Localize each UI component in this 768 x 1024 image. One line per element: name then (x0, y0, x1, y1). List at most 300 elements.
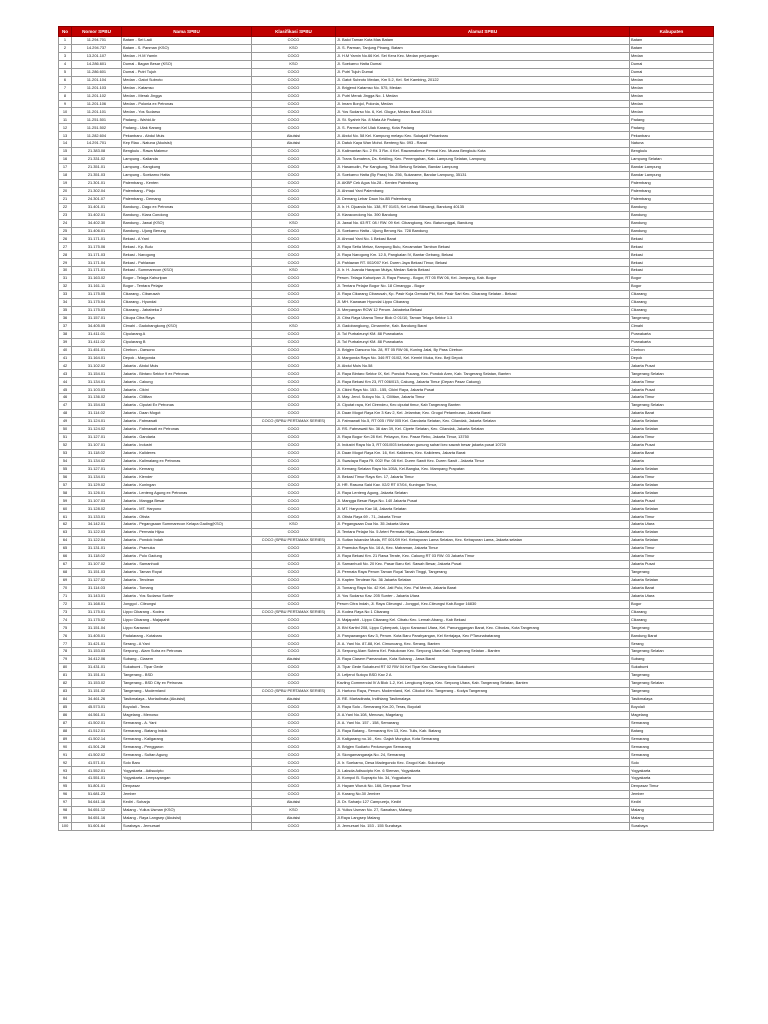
cell-nama-spbu: Palembang - Demang (122, 195, 252, 203)
cell-nama-spbu: Jakarta - Kalimalang ex Petronas (122, 457, 252, 465)
cell-kabupaten: Magelang (630, 711, 714, 719)
cell-nama-spbu: Jakarta - Industri (122, 441, 252, 449)
cell-kabupaten: Tangerang (630, 687, 714, 695)
cell-kabupaten: Cikarang (630, 298, 714, 306)
table-row (59, 68, 714, 76)
cell-alamat: Jl. A. Yani No. 157 - 158, Semarang (336, 719, 630, 727)
cell-klasifikasi: Akuisisi (252, 140, 336, 148)
cell-kabupaten: Kediri (630, 799, 714, 807)
cell-alamat: Jl. Dr. Saharjo 127 Campurejo, Kediri (336, 799, 630, 807)
cell-klasifikasi: COCO (SPBU PERTAMAX SERIES) (252, 418, 336, 426)
cell-nama-spbu: Jakarta - Gandaria (122, 433, 252, 441)
cell-klasifikasi: COCO (252, 672, 336, 680)
cell-no: 31 (59, 275, 72, 283)
cell-nama-spbu: Lampung - Soekarno Hatta (122, 171, 252, 179)
spbu-table (58, 26, 714, 831)
cell-nomor-spbu: 21.302.04 (72, 187, 122, 195)
cell-no: 79 (59, 656, 72, 664)
cell-alamat: Jl. Demang Lebar Daun No.8B Palembang (336, 195, 630, 203)
cell-no: 5 (59, 68, 72, 76)
cell-nomor-spbu: 41.502.14 (72, 735, 122, 743)
cell-kabupaten: Bandung (630, 203, 714, 211)
cell-klasifikasi: COCO (252, 235, 336, 243)
cell-klasifikasi: COCO (252, 314, 336, 322)
table-row (59, 672, 714, 680)
cell-alamat: Jl. Yulius Usman No. 27, Sawahan, Malang (336, 806, 630, 814)
cell-kabupaten: Serang (630, 640, 714, 648)
cell-alamat: Jl. Kalimantan No. 2 Rt. 3 Rw. 4 Kel. Rawamakmur Permai Kec. Muara Bengkulu Kota (336, 148, 630, 156)
cell-kabupaten: Bekasi (630, 267, 714, 275)
cell-klasifikasi: COCO (252, 52, 336, 60)
cell-nomor-spbu: 31.175.06 (72, 243, 122, 251)
cell-no: 71 (59, 592, 72, 600)
cell-no: 53 (59, 449, 72, 457)
cell-klasifikasi: COCO (252, 664, 336, 672)
cell-nomor-spbu: 21.383.08 (72, 148, 122, 156)
cell-nomor-spbu: 31.153.03 (72, 648, 122, 656)
cell-klasifikasi: COCO (252, 640, 336, 648)
cell-kabupaten: Jakarta Selatan (630, 505, 714, 513)
cell-nomor-spbu: 11.201.103 (72, 84, 122, 92)
cell-nama-spbu: Lampung - Kalianda (122, 156, 252, 164)
cell-kabupaten: Cikarang (630, 306, 714, 314)
cell-klasifikasi: COCO (252, 195, 336, 203)
cell-klasifikasi: COCO (252, 568, 336, 576)
cell-nomor-spbu: 31.157.01 (72, 314, 122, 322)
cell-kabupaten: Purwakarta (630, 338, 714, 346)
cell-kabupaten: Bandar Lampung (630, 164, 714, 172)
cell-kabupaten: Medan (630, 52, 714, 60)
cell-alamat: Jl. Raya Bekasi Km 23, RT 006/013, Cakung, Jakarta Timur (Depan Pasar Cakung) (336, 378, 630, 386)
table-row (59, 346, 714, 354)
cell-no: 92 (59, 759, 72, 767)
cell-alamat: Jl. Kompol B. Suprapto No. 34, Yogyakarta (336, 775, 630, 783)
cell-kabupaten: Jakarta Pusat (630, 560, 714, 568)
cell-alamat: Jl. Serpong Alam Sutera Kel. Pakulonan Kec. Serpong Utara Kab. Tangerang Selatan - Banten (336, 648, 630, 656)
cell-kabupaten: Tangerang Selatan (630, 370, 714, 378)
cell-alamat: Jl. Pegangsaan Dua No. 35 Jakarta Utara (336, 521, 630, 529)
cell-nama-spbu: Denpasar (122, 783, 252, 791)
cell-klasifikasi: COCO (252, 560, 336, 568)
cell-nomor-spbu: 31.421.01 (72, 640, 122, 648)
cell-alamat: Jl. Soekarno Hatta - Ujung Berung No. 728 Bandung (336, 227, 630, 235)
table-row (59, 187, 714, 195)
cell-kabupaten: Depok (630, 354, 714, 362)
cell-kabupaten: Bekasi (630, 251, 714, 259)
cell-kabupaten: Jakarta Barat (630, 584, 714, 592)
cell-nomor-spbu: 31.431.01 (72, 664, 122, 672)
cell-klasifikasi: COCO (252, 489, 336, 497)
cell-no: 19 (59, 179, 72, 187)
cell-no: 65 (59, 545, 72, 553)
cell-kabupaten: Tangerang Selatan (630, 648, 714, 656)
cell-nama-spbu: Jakarta - Cililitan (122, 394, 252, 402)
cell-nomor-spbu: 14.294.737 (72, 44, 122, 52)
table-row (59, 783, 714, 791)
cell-klasifikasi: COCO (252, 545, 336, 553)
table-row (59, 116, 714, 124)
cell-alamat: Jl. Abdul Muis No.58 (336, 362, 630, 370)
cell-alamat: Jl. Permata Raya Perum Taman Royal Tanah Tinggi, Tangerang (336, 568, 630, 576)
cell-nomor-spbu: 31.124.02 (72, 425, 122, 433)
cell-nomor-spbu: 31.114.02 (72, 410, 122, 418)
cell-alamat: Jl. Tentara Pelajar Bogor No. 18 Cimanggu - Bogor (336, 283, 630, 291)
cell-nomor-spbu: 31.154.03 (72, 402, 122, 410)
cell-kabupaten: Bandung (630, 219, 714, 227)
cell-alamat: Jl. Yos Sudarso Kav. 205 Sunter - Jakarta Utara (336, 592, 630, 600)
cell-alamat: Jl. Cikini Raya No. 153 - 155, Cikini Raya, Jakarta Pusat (336, 386, 630, 394)
cell-nomor-spbu: 44.561.01 (72, 711, 122, 719)
table-row (59, 711, 714, 719)
cell-kabupaten: Semarang (630, 735, 714, 743)
cell-klasifikasi: Akuisisi (252, 656, 336, 664)
cell-alamat: Jl. Tomang Raya No. 42 Kel. Jati Pulo, Kec. Pal Merah, Jakarta Barat (336, 584, 630, 592)
cell-nama-spbu: Jakarta - Pondok Indah (122, 537, 252, 545)
table-row (59, 37, 714, 45)
cell-no: 6 (59, 76, 72, 84)
table-row (59, 211, 714, 219)
table-row (59, 687, 714, 695)
cell-alamat: Jl. Swadaya Raya Rt. 002/ Rw. 08 Kel. Duren Sawit Kec. Duren Sawit - Jakarta Timur (336, 457, 630, 465)
cell-nomor-spbu: 54.651.12 (72, 806, 122, 814)
cell-kabupaten: Bengkulu (630, 148, 714, 156)
cell-alamat: Jl. Raya Bekasi Km. 21 Rawa Terate, Kec. Cakung RT 03 RW. 03 Jakarta Timur (336, 552, 630, 560)
cell-kabupaten: Palembang (630, 195, 714, 203)
cell-alamat: Jl. RS. Fatmawati No. 36 dan 39, Kel. Cipete Selatan, Kec. Cilandak, Jakarta Selatan (336, 425, 630, 433)
cell-nama-spbu: Bekasi - A Yani (122, 235, 252, 243)
cell-kabupaten: Jakarta Selatan (630, 537, 714, 545)
cell-klasifikasi: COCO (252, 743, 336, 751)
cell-no: 11 (59, 116, 72, 124)
cell-no: 94 (59, 775, 72, 783)
table-row (59, 370, 714, 378)
cell-klasifikasi: COCO (252, 751, 336, 759)
cell-nomor-spbu: 31.124.01 (72, 418, 122, 426)
cell-kabupaten: Bekasi (630, 259, 714, 267)
cell-no: 25 (59, 227, 72, 235)
cell-nama-spbu: Bekasi - Kp. Bulu (122, 243, 252, 251)
cell-nama-spbu: Bogor - Tentara Pelajar (122, 283, 252, 291)
cell-kabupaten: Tangerang (630, 624, 714, 632)
cell-nama-spbu: Cikarang - Hyundai (122, 298, 252, 306)
cell-no: 77 (59, 640, 72, 648)
cell-alamat: Jl. Raya Batang - Semarang Km 13, Kec. Tulis, Kab. Batang (336, 727, 630, 735)
cell-klasifikasi: Akuisisi (252, 799, 336, 807)
table-row (59, 584, 714, 592)
cell-nomor-spbu: 31.134.01 (72, 378, 122, 386)
cell-alamat: Jl. Kiaracondong No. 390 Bandung (336, 211, 630, 219)
cell-kabupaten: Semarang (630, 719, 714, 727)
cell-nomor-spbu: 31.133.01 (72, 513, 122, 521)
cell-alamat: Jl. Ahmad Yani No. 1 Bekasi Barat (336, 235, 630, 243)
cell-kabupaten: Cikarang (630, 608, 714, 616)
cell-no: 97 (59, 799, 72, 807)
cell-klasifikasi: COCO (252, 457, 336, 465)
cell-alamat: Jl. Hayam Wuruk No. 166, Denpasar Timur (336, 783, 630, 791)
cell-klasifikasi: COCO (252, 735, 336, 743)
cell-klasifikasi: COCO (252, 394, 336, 402)
cell-nama-spbu: Cikarang - Jababeka 2 (122, 306, 252, 314)
cell-kabupaten: Surabaya (630, 822, 714, 830)
cell-nama-spbu: Kep Riau - Natuna (Akuisisi) (122, 140, 252, 148)
table-row (59, 743, 714, 751)
cell-nomor-spbu: 41.551.01 (72, 775, 122, 783)
cell-alamat: Jl. Soekarno Hatta (By Pass) No. 256, Sukarame, Bandar Lampung, 35131 (336, 171, 630, 179)
cell-nama-spbu: Surabaya - Jemursari (122, 822, 252, 830)
cell-nama-spbu: Pekanbaru - Abdul Muis (122, 132, 252, 140)
table-row (59, 751, 714, 759)
cell-nomor-spbu: 34.461.26 (72, 695, 122, 703)
cell-klasifikasi: KSO (252, 44, 336, 52)
cell-nama-spbu: Serang - A Yani (122, 640, 252, 648)
cell-no: 87 (59, 719, 72, 727)
cell-kabupaten: Solo (630, 759, 714, 767)
cell-kabupaten: Batam (630, 44, 714, 52)
cell-klasifikasi: COCO (252, 298, 336, 306)
cell-kabupaten: Jakarta Timur (630, 433, 714, 441)
table-row (59, 481, 714, 489)
cell-no: 86 (59, 711, 72, 719)
cell-nomor-spbu: 31.127.01 (72, 433, 122, 441)
header-klasifikasi-spbu: Klasifikasi SPBU (252, 27, 336, 37)
cell-kabupaten: Sukabumi (630, 664, 714, 672)
cell-kabupaten: Jakarta (630, 457, 714, 465)
cell-kabupaten: Padang (630, 124, 714, 132)
cell-klasifikasi: COCO (252, 600, 336, 608)
cell-kabupaten: Jakarta Pusat (630, 441, 714, 449)
table-row (59, 679, 714, 687)
cell-kabupaten: Jakarta Pusat (630, 362, 714, 370)
table-row (59, 171, 714, 179)
cell-alamat: Jl. MH. Kawasan Hyundai Lippo Cikarang (336, 298, 630, 306)
cell-alamat: Jl. Ciputat raya, Kel Cirendeu, Kec ciputat timur, Kab Tangerang Banten (336, 402, 630, 410)
cell-alamat: Jl. Sultan Iskandar Muda, RT 001/09 Kel. Kebayoran Lama Selatan, Kec. Kebayoran Lama, Jakarta selatan (336, 537, 630, 545)
cell-nama-spbu: Lippo Cikarang - Kodea (122, 608, 252, 616)
cell-nama-spbu: Cipularang B (122, 338, 252, 346)
cell-kabupaten: Bandung (630, 211, 714, 219)
table-row (59, 203, 714, 211)
cell-klasifikasi: COCO (252, 275, 336, 283)
cell-nomor-spbu: 11.201.101 (72, 108, 122, 116)
cell-klasifikasi: COCO (252, 84, 336, 92)
cell-no: 56 (59, 473, 72, 481)
table-row (59, 719, 714, 727)
cell-klasifikasi: COCO (252, 156, 336, 164)
cell-klasifikasi: COCO (252, 203, 336, 211)
cell-kabupaten: Jakarta Barat (630, 410, 714, 418)
cell-nomor-spbu: 31.161.11 (72, 283, 122, 291)
cell-nomor-spbu: 31.153.02 (72, 679, 122, 687)
cell-klasifikasi: COCO (252, 624, 336, 632)
cell-nomor-spbu: 31.127.02 (72, 576, 122, 584)
cell-nomor-spbu: 31.451.01 (72, 346, 122, 354)
cell-klasifikasi: COCO (252, 791, 336, 799)
cell-no: 13 (59, 132, 72, 140)
cell-klasifikasi: COCO (252, 465, 336, 473)
cell-klasifikasi: COCO (252, 759, 336, 767)
cell-kabupaten: Yogyakarta (630, 767, 714, 775)
table-row (59, 664, 714, 672)
cell-no: 51 (59, 433, 72, 441)
cell-no: 59 (59, 497, 72, 505)
cell-nomor-spbu: 31.134.02 (72, 457, 122, 465)
cell-nomor-spbu: 31.131.01 (72, 545, 122, 553)
table-row (59, 338, 714, 346)
cell-klasifikasi: KSO (252, 219, 336, 227)
table-row (59, 378, 714, 386)
cell-kabupaten: Bandung Barat (630, 632, 714, 640)
cell-nama-spbu: Jakarta - Pramuka (122, 545, 252, 553)
cell-klasifikasi: COCO (252, 116, 336, 124)
table-row (59, 505, 714, 513)
cell-no: 90 (59, 743, 72, 751)
cell-kabupaten: Jakarta Timur (630, 545, 714, 553)
cell-alamat: Jl. Putri Tujuh Dumai (336, 68, 630, 76)
cell-nomor-spbu: 31.151.02 (72, 687, 122, 695)
cell-klasifikasi: COCO (252, 187, 336, 195)
table-row (59, 298, 714, 306)
cell-no: 66 (59, 552, 72, 560)
cell-alamat: Jl. RE. Martadinata, Indihiang Tasikmalaya (336, 695, 630, 703)
cell-alamat: Jl. Raya Setia Mekar, Kampung Bulu, Kecamatan Tambun Bekasi (336, 243, 630, 251)
cell-nama-spbu: Cikupa Citra Raya (122, 314, 252, 322)
cell-alamat: Jl. Raya Narogong Km. 12.5, Pangkalan IV, Bantar Gebang, Bekasi (336, 251, 630, 259)
cell-no: 85 (59, 703, 72, 711)
cell-nama-spbu: Jakarta - Fatmawati (122, 418, 252, 426)
cell-no: 28 (59, 251, 72, 259)
cell-alamat: Jl. Pahlawan RT. 002/007 Kel. Duren Jaya Bekasi Timur, Bekasi (336, 259, 630, 267)
cell-nomor-spbu: 41.502.01 (72, 719, 122, 727)
cell-klasifikasi: COCO (252, 76, 336, 84)
cell-no: 38 (59, 330, 72, 338)
cell-nomor-spbu: 41.552.01 (72, 767, 122, 775)
cell-nomor-spbu: 31.122.04 (72, 537, 122, 545)
cell-nomor-spbu: 11.201.102 (72, 92, 122, 100)
cell-nomor-spbu: 41.501.28 (72, 743, 122, 751)
table-row (59, 537, 714, 545)
header-nomor-spbu: Nomor SPBU (72, 27, 122, 37)
cell-no: 9 (59, 100, 72, 108)
cell-alamat: Jl. Soekarno Hatta Dumai (336, 60, 630, 68)
cell-kabupaten: Tangerang Selatan (630, 402, 714, 410)
cell-kabupaten: Dumai (630, 60, 714, 68)
cell-no: 95 (59, 783, 72, 791)
cell-alamat: Jl. Brigjen Sudiarto Pedurungan Semarang (336, 743, 630, 751)
cell-nama-spbu: Tangerang - BSD City ex Petronas (122, 679, 252, 687)
cell-klasifikasi: COCO (252, 108, 336, 116)
cell-no: 83 (59, 687, 72, 695)
cell-nama-spbu: Padang - Wahid Ar (122, 116, 252, 124)
cell-nama-spbu: Medan - Polonia ex Petronas (122, 100, 252, 108)
cell-nama-spbu: Malang - Raya Langsep (Akuisisi) (122, 814, 252, 822)
cell-alamat: Jl. Panyawangan Kav 3, Perum. Kota Baru Parahyangan, Kel Kertajaya, Kec PTarunabatarang (336, 632, 630, 640)
cell-alamat: Jl. Industri Raya No 3, RT 001/003 kelurahan gunung sahari kec sawah besar jakarta pusat 10720 (336, 441, 630, 449)
cell-no: 99 (59, 814, 72, 822)
table-header (59, 27, 714, 37)
table-row (59, 592, 714, 600)
cell-nama-spbu: Jakarta - Klender (122, 473, 252, 481)
cell-alamat: Jl. Daan Mogot Raya Km 3 Kav 2, Kel. Jelambar, Kec. Grogol Petamburan, Jakarta Barat (336, 410, 630, 418)
cell-alamat: Jl. Brigjen Darsono No. 28, RT 05 RW 06, Kuning Jalal, By Pass Cirebon (336, 346, 630, 354)
table-row (59, 402, 714, 410)
table-row (59, 656, 714, 664)
header-kabupaten: Kabupaten (630, 27, 714, 37)
cell-klasifikasi: COCO (252, 410, 336, 418)
table-body (59, 37, 714, 831)
cell-klasifikasi: COCO (252, 283, 336, 291)
cell-nama-spbu: Jakarta - Pegangsaan Summarecon Kelapa Gading(KSO) (122, 521, 252, 529)
cell-klasifikasi: COCO (252, 179, 336, 187)
cell-nomor-spbu: 31.175.01 (72, 608, 122, 616)
cell-kabupaten: Subang (630, 656, 714, 664)
table-row (59, 568, 714, 576)
cell-nama-spbu: Jakarta - Tendean (122, 576, 252, 584)
cell-no: 80 (59, 664, 72, 672)
table-row (59, 775, 714, 783)
cell-nama-spbu: Cimahi - Gadobangkong (KSO) (122, 322, 252, 330)
cell-nama-spbu: Semarang - A. Yani (122, 719, 252, 727)
cell-no: 60 (59, 505, 72, 513)
cell-no: 36 (59, 314, 72, 322)
cell-no: 48 (59, 410, 72, 418)
cell-klasifikasi: KSO (252, 267, 336, 275)
cell-no: 1 (59, 37, 72, 45)
cell-nomor-spbu: 31.136.02 (72, 394, 122, 402)
cell-alamat: Jl. Otista Raya 69 - 71, Jakarta Timur (336, 513, 630, 521)
cell-klasifikasi: COCO (252, 616, 336, 624)
cell-no: 84 (59, 695, 72, 703)
cell-nomor-spbu: 45.573.01 (72, 703, 122, 711)
cell-no: 96 (59, 791, 72, 799)
table-row (59, 608, 714, 616)
table-row (59, 418, 714, 426)
cell-kabupaten: Cikarang (630, 291, 714, 299)
cell-klasifikasi: COCO (252, 402, 336, 410)
cell-nomor-spbu: 31.122.03 (72, 529, 122, 537)
cell-nomor-spbu: 31.171.01 (72, 267, 122, 275)
cell-no: 39 (59, 338, 72, 346)
table-row (59, 156, 714, 164)
cell-nama-spbu: Jakarta - Otista (122, 513, 252, 521)
cell-klasifikasi: KSO (252, 521, 336, 529)
cell-nama-spbu: Semarang - Penggaron (122, 743, 252, 751)
table-row (59, 140, 714, 148)
cell-kabupaten: Palembang (630, 179, 714, 187)
cell-nomor-spbu: 31.129.02 (72, 481, 122, 489)
cell-nomor-spbu: 31.411.02 (72, 338, 122, 346)
cell-no: 24 (59, 219, 72, 227)
table-row (59, 600, 714, 608)
cell-nama-spbu: Dumai - Putri Tujuh (122, 68, 252, 76)
cell-nomor-spbu: 31.154.01 (72, 370, 122, 378)
cell-nomor-spbu: 21.301.01 (72, 179, 122, 187)
cell-nomor-spbu: 31.107.03 (72, 497, 122, 505)
cell-no: 50 (59, 425, 72, 433)
table-row (59, 306, 714, 314)
cell-alamat: Jl. Trans Sumatera, Ds. Kekiling, Kec. Penengahan, Kab. Lampung Selatan, Lampung (336, 156, 630, 164)
cell-nomor-spbu: 24.301.07 (72, 195, 122, 203)
cell-klasifikasi: KSO (252, 322, 336, 330)
table-row (59, 449, 714, 457)
cell-alamat: Jl. Brigjend Katamso No. 575, Medan (336, 84, 630, 92)
cell-klasifikasi: COCO (252, 632, 336, 640)
table-row (59, 235, 714, 243)
table-row (59, 227, 714, 235)
cell-klasifikasi: COCO (252, 92, 336, 100)
cell-klasifikasi: Akuisisi (252, 695, 336, 703)
cell-klasifikasi: COCO (252, 775, 336, 783)
cell-no: 33 (59, 291, 72, 299)
